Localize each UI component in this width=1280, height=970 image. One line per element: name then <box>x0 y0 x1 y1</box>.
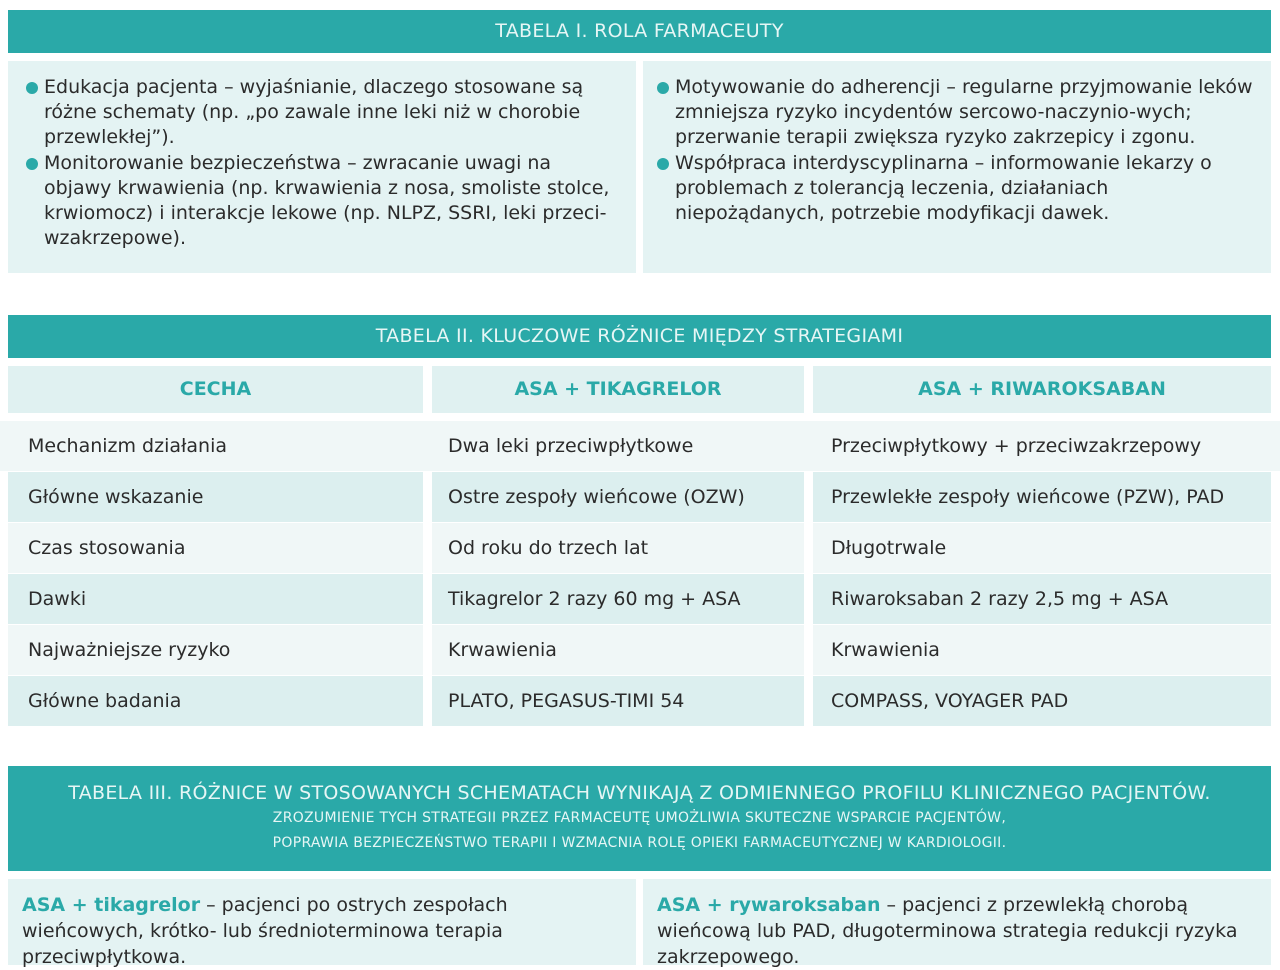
table-cell: Dwa leki przeciwpłytkowe <box>432 421 804 471</box>
table-cell: Od roku do trzech lat <box>432 523 804 573</box>
table3-title: TABELA III. RÓŻNICE W STOSOWANYCH SCHEMATACH WYNIKAJĄ Z ODMIENNEGO PROFILU KLINICZNEGO PACJENTÓW. <box>68 782 1211 804</box>
table-cell: PLATO, PEGASUS-TIMI 54 <box>432 676 804 726</box>
list-item <box>26 151 622 251</box>
ticagrelor-highlight: ASA + tikagrelor <box>22 894 201 916</box>
table-row <box>0 472 1280 522</box>
list-item-text: Współpraca interdyscyplinarna – informowanie lekarzy o problemach z tolerancją leczenia, działaniach niepożądanych, potrzebie modyfikacji dawek. <box>675 152 1212 224</box>
bullet-dot-icon <box>26 158 38 170</box>
table-row <box>0 421 1280 471</box>
table-cell: Długotrwale <box>813 523 1271 573</box>
table-row <box>0 676 1280 726</box>
list-item-text: Monitorowanie bezpieczeństwa – zwracanie uwagi na objawy krwawienia (np. krwawienia z nosa, smoliste stolce, krwiomocz) i interakcje lekowe (np. NLPZ, SSRI, leki przeci-wzakrzepowe). <box>44 152 610 249</box>
bullet-dot-icon <box>26 82 38 94</box>
list-item-text: Edukacja pacjenta – wyjaśnianie, dlaczego stosowane są różne schematy (np. „po zawale inne leki niż w chorobie przewlekłej”). <box>44 76 584 148</box>
table-cell: Przeciwpłytkowy + przeciwzakrzepowy <box>813 421 1271 471</box>
list-item <box>657 151 1257 226</box>
list-item <box>657 75 1257 150</box>
table3-left-panel <box>8 879 636 968</box>
bullet-dot-icon <box>657 82 669 94</box>
table3-subtitle-line2: POPRAWIA BEZPIECZEŃSTWO TERAPII I WZMACNIA ROLĘ OPIEKI FARMACEUTYCZNEJ W KARDIOLOGII. <box>272 835 1007 851</box>
table3-right-panel <box>643 879 1271 968</box>
list-item-text: Motywowanie do adherencji – regularne przyjmowanie leków zmniejsza ryzyko incydentów sercowo-naczynio-wych; przerwanie terapii zwiększa ryzyko zakrzepicy i zgonu. <box>675 76 1253 148</box>
ticagrelor-description: – pacjenci po ostrych zespołach wieńcowych, krótko- lub średnioterminowa terapia przeciwpłytkowa. <box>22 894 508 968</box>
table-cell: Krwawienia <box>813 625 1271 675</box>
table-cell: Czas stosowania <box>8 523 423 573</box>
bullet-dot-icon <box>657 158 669 170</box>
table1-right-panel <box>643 61 1271 273</box>
table1-left-panel <box>8 61 636 273</box>
table-cell: Tikagrelor 2 razy 60 mg + ASA <box>432 574 804 624</box>
table-cell: Riwaroksaban 2 razy 2,5 mg + ASA <box>813 574 1271 624</box>
table-cell: Ostre zespoły wieńcowe (OZW) <box>432 472 804 522</box>
table-cell: Główne badania <box>8 676 423 726</box>
table-cell: Dawki <box>8 574 423 624</box>
table-cell: COMPASS, VOYAGER PAD <box>813 676 1271 726</box>
table-cell: Główne wskazanie <box>8 472 423 522</box>
table-cell: Najważniejsze ryzyko <box>8 625 423 675</box>
table3-header <box>8 766 1271 871</box>
table3-subtitle-line1: ZROZUMIENIE TYCH STRATEGII PRZEZ FARMACEUTĘ UMOŻLIWIA SKUTECZNE WSPARCIE PACJENTÓW, <box>272 810 1007 826</box>
column-header-feature: CECHA <box>8 366 423 413</box>
table2-title: TABELA II. KLUCZOWE RÓŻNICE MIĘDZY STRATEGIAMI <box>8 315 1271 358</box>
list-item <box>26 75 622 150</box>
column-header-ticagrelor: ASA + TIKAGRELOR <box>432 366 804 413</box>
table-cell: Krwawienia <box>432 625 804 675</box>
table1-title: TABELA I. ROLA FARMACEUTY <box>8 10 1271 53</box>
table-cell: Mechanizm działania <box>8 421 423 471</box>
table-row <box>0 523 1280 573</box>
table-cell: Przewlekłe zespoły wieńcowe (PZW), PAD <box>813 472 1271 522</box>
column-header-rivaroxaban: ASA + RIWAROKSABAN <box>813 366 1271 413</box>
rivaroxaban-description: – pacjenci z przewlekłą chorobą wieńcową lub PAD, długoterminowa strategia redukcji ryzyka zakrzepowego. <box>657 894 1238 968</box>
rivaroxaban-highlight: ASA + rywaroksaban <box>657 894 881 916</box>
table-row <box>0 574 1280 624</box>
table-row <box>0 625 1280 675</box>
